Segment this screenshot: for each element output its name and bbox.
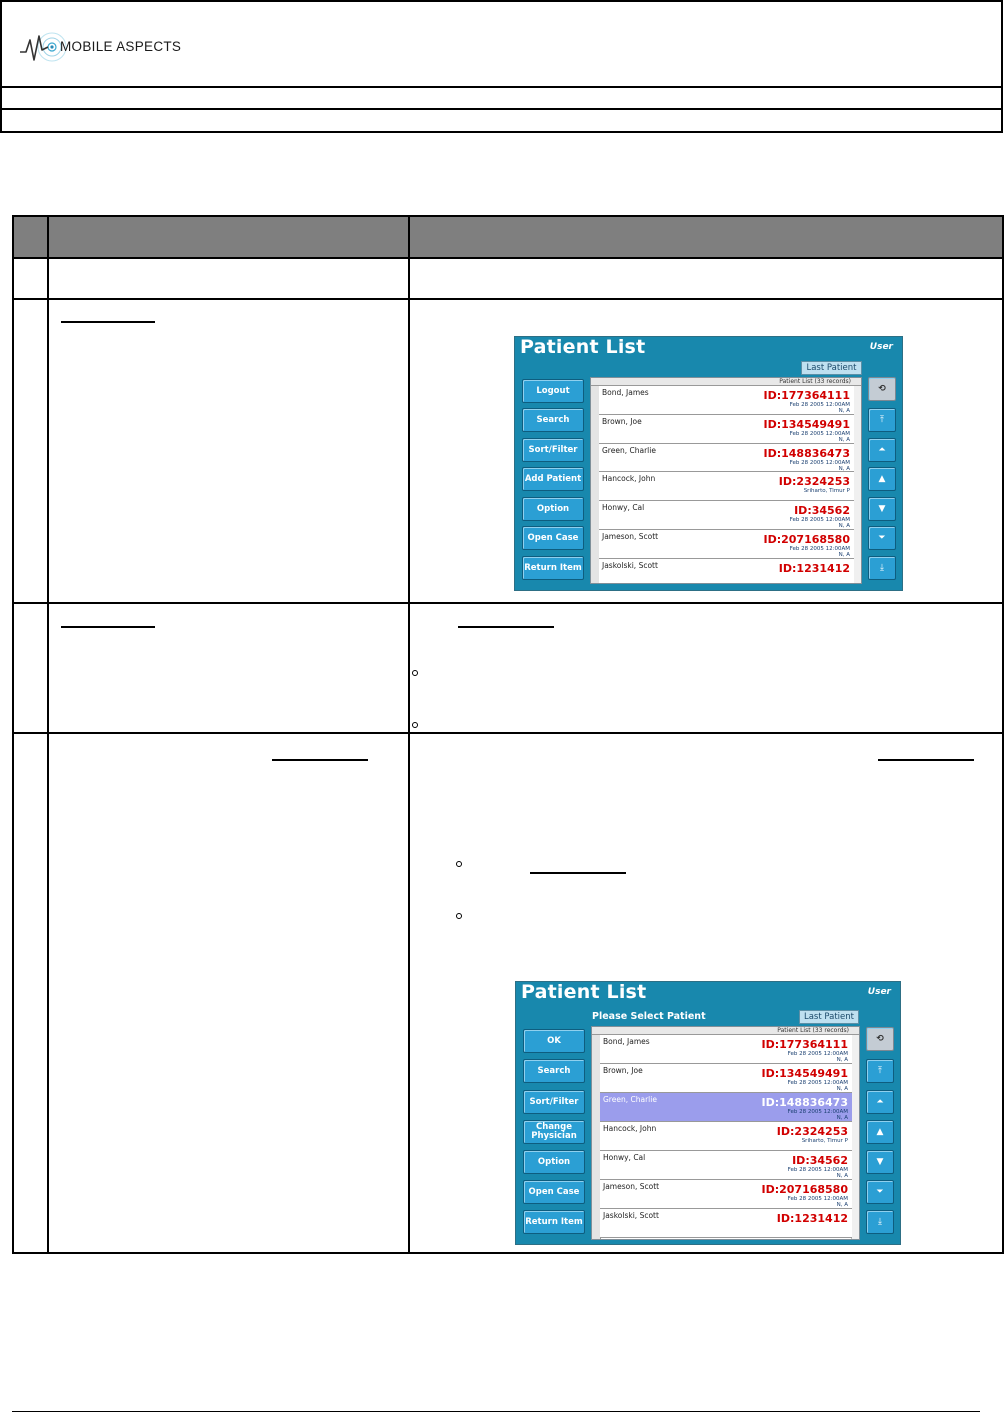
underlined-term bbox=[272, 759, 368, 761]
down-icon: ▼ bbox=[878, 504, 886, 514]
up-icon: ▲ bbox=[878, 474, 886, 484]
header-row-2 bbox=[2, 88, 1001, 110]
patient-row[interactable] bbox=[600, 1064, 852, 1093]
first-page-icon: ⤒ bbox=[880, 415, 884, 425]
up-button[interactable] bbox=[866, 1120, 894, 1144]
patient-physician: Sriharto, Timur P bbox=[801, 1138, 848, 1144]
underlined-term bbox=[458, 626, 554, 628]
patient-status: N, A bbox=[838, 408, 850, 414]
user-label: User bbox=[867, 987, 891, 997]
last-page-icon: ⤓ bbox=[880, 563, 884, 573]
ok-button[interactable]: OK bbox=[523, 1029, 585, 1053]
patient-id: ID:207168580 bbox=[761, 1183, 848, 1196]
add-patient-button[interactable]: Add Patient bbox=[522, 467, 584, 491]
patient-name: Jameson, Scott bbox=[602, 532, 659, 541]
patient-date: Feb 28 2005 12:00AM bbox=[787, 1109, 848, 1115]
patient-status: N, A bbox=[836, 1202, 848, 1208]
panel-title: Patient List bbox=[520, 336, 646, 358]
table-header bbox=[14, 217, 1002, 259]
panel-title: Patient List bbox=[521, 981, 647, 1003]
page-down-button[interactable] bbox=[866, 1180, 894, 1204]
patient-physician: Sriharto, Timur P bbox=[803, 488, 850, 495]
option-button[interactable]: Option bbox=[522, 497, 584, 521]
patient-name: Brown, Joe bbox=[602, 416, 642, 426]
patient-list-screenshot-2 bbox=[515, 981, 901, 1245]
patient-date: Feb 28 2005 12:00AM bbox=[787, 1051, 848, 1057]
footer-rule bbox=[12, 1411, 980, 1412]
patient-id: ID:2324253 bbox=[778, 475, 850, 489]
bullet-point bbox=[456, 913, 462, 919]
patient-id: ID:207168580 bbox=[763, 533, 850, 546]
patient-date: Feb 28 2005 12:00AM bbox=[787, 1196, 848, 1202]
bullet-point bbox=[412, 670, 418, 676]
logout-button[interactable]: Logout bbox=[522, 379, 584, 403]
refresh-button[interactable] bbox=[866, 1027, 894, 1051]
first-page-button[interactable] bbox=[868, 408, 896, 432]
patient-name: Bond, James bbox=[603, 1037, 650, 1046]
refresh-icon: ⟲ bbox=[878, 384, 886, 394]
document-header bbox=[0, 0, 1003, 133]
patient-status: N, A bbox=[838, 552, 850, 558]
patient-row[interactable] bbox=[599, 472, 854, 501]
patient-name: Green, Charlie bbox=[602, 445, 656, 455]
patient-list[interactable] bbox=[590, 377, 862, 584]
patient-list[interactable] bbox=[591, 1026, 860, 1240]
sort-filter-button[interactable]: Sort/Filter bbox=[523, 1090, 585, 1114]
user-label: User bbox=[869, 342, 893, 352]
last-page-icon: ⤓ bbox=[878, 1217, 882, 1227]
patient-name: Jameson, Scott bbox=[603, 1182, 660, 1191]
patient-name: Honwy, Cal bbox=[602, 503, 645, 513]
patient-id: ID:1231412 bbox=[778, 561, 850, 575]
column-divider-1 bbox=[47, 217, 49, 1252]
patient-id: ID:177364111 bbox=[761, 1038, 848, 1051]
underlined-term bbox=[530, 872, 626, 874]
down-icon: ▼ bbox=[876, 1157, 884, 1167]
patient-id: ID:177364111 bbox=[763, 389, 850, 402]
patient-status: N, A bbox=[838, 523, 850, 530]
patient-row[interactable] bbox=[600, 1180, 852, 1209]
underlined-term bbox=[61, 626, 155, 628]
header-logo-row bbox=[2, 2, 1001, 88]
bullet-point bbox=[456, 861, 462, 867]
panel-subtitle: Please Select Patient bbox=[592, 1011, 706, 1022]
patient-status: N, A bbox=[838, 465, 850, 472]
page-up-button[interactable] bbox=[866, 1090, 894, 1114]
patient-row[interactable] bbox=[599, 444, 854, 473]
patient-id: ID:134549491 bbox=[763, 417, 850, 431]
up-button[interactable] bbox=[868, 467, 896, 491]
patient-name: Jaskolski, Scott bbox=[603, 1211, 659, 1220]
last-page-button[interactable] bbox=[866, 1210, 894, 1234]
patient-row[interactable] bbox=[599, 559, 854, 584]
patient-row[interactable] bbox=[600, 1093, 852, 1122]
patient-id: ID:2324253 bbox=[776, 1125, 848, 1138]
refresh-button[interactable] bbox=[868, 377, 896, 401]
patient-id: ID:34562 bbox=[794, 504, 850, 518]
patient-status: N, A bbox=[836, 1086, 848, 1092]
first-page-icon: ⤒ bbox=[878, 1066, 882, 1076]
patient-date: Feb 28 2005 12:00AM bbox=[789, 517, 850, 524]
patient-row[interactable] bbox=[600, 1122, 852, 1151]
patient-id: ID:148836473 bbox=[763, 446, 850, 460]
first-page-button[interactable] bbox=[866, 1059, 894, 1083]
patient-row[interactable] bbox=[599, 415, 854, 444]
patient-row[interactable] bbox=[600, 1035, 852, 1064]
row-divider-1 bbox=[14, 298, 1002, 300]
patient-name: Brown, Joe bbox=[603, 1066, 643, 1075]
underlined-term bbox=[61, 321, 155, 323]
patient-date: Feb 28 2005 12:00AM bbox=[789, 402, 850, 408]
last-page-button[interactable] bbox=[868, 556, 896, 580]
list-header: Patient List (33 records) bbox=[591, 378, 861, 386]
page-down-button[interactable] bbox=[868, 526, 896, 550]
down-button[interactable] bbox=[866, 1150, 894, 1174]
down-button[interactable] bbox=[868, 497, 896, 521]
patient-date: Feb 28 2005 12:00AM bbox=[789, 430, 850, 437]
list-scrollbar[interactable] bbox=[851, 1035, 859, 1239]
patient-row[interactable] bbox=[600, 1151, 852, 1180]
patient-row[interactable] bbox=[599, 386, 854, 415]
patient-date: Feb 28 2005 12:00AM bbox=[787, 1167, 848, 1173]
bullet-point bbox=[412, 722, 418, 728]
page-down-icon: ⏷ bbox=[878, 533, 886, 543]
page-up-icon: ⏶ bbox=[876, 1097, 884, 1107]
sort-filter-button[interactable]: Sort/Filter bbox=[522, 438, 584, 462]
patient-row[interactable] bbox=[599, 530, 854, 559]
patient-date: Feb 28 2005 12:00AM bbox=[789, 459, 850, 466]
patient-id: ID:1231412 bbox=[776, 1212, 848, 1225]
patient-row[interactable] bbox=[599, 501, 854, 530]
list-header: Patient List (33 records) bbox=[592, 1027, 859, 1035]
last-patient-button[interactable]: Last Patient bbox=[799, 1010, 859, 1024]
option-button[interactable]: Option bbox=[523, 1150, 585, 1174]
refresh-icon: ⟲ bbox=[876, 1034, 884, 1044]
patient-id: ID:34562 bbox=[792, 1154, 848, 1167]
change-physician-button[interactable]: Change Physician bbox=[523, 1120, 585, 1144]
patient-name: Jaskolski, Scott bbox=[602, 560, 658, 570]
patient-name: Hancock, John bbox=[603, 1124, 657, 1133]
patient-date: Feb 28 2005 12:00AM bbox=[787, 1080, 848, 1086]
page-up-icon: ⏶ bbox=[878, 445, 886, 455]
row-divider-2 bbox=[14, 602, 1002, 604]
patient-id: ID:148836473 bbox=[761, 1096, 848, 1109]
open-case-button[interactable]: Open Case bbox=[523, 1180, 585, 1204]
patient-name: Hancock, John bbox=[602, 474, 656, 484]
patient-status: N, A bbox=[836, 1115, 848, 1121]
patient-name: Honwy, Cal bbox=[603, 1153, 646, 1162]
search-button[interactable]: Search bbox=[523, 1059, 585, 1083]
patient-status: N, A bbox=[836, 1173, 848, 1179]
list-scrollbar[interactable] bbox=[853, 386, 861, 583]
return-item-button[interactable]: Return Item bbox=[523, 1210, 585, 1234]
page-down-icon: ⏷ bbox=[876, 1187, 884, 1197]
patient-id: ID:134549491 bbox=[761, 1067, 848, 1080]
procedure-table bbox=[12, 215, 1004, 1254]
patient-name: Green, Charlie bbox=[603, 1095, 657, 1104]
column-divider-2 bbox=[408, 217, 410, 1252]
up-icon: ▲ bbox=[876, 1127, 884, 1137]
patient-status: N, A bbox=[838, 436, 850, 443]
row-divider-3 bbox=[14, 732, 1002, 734]
patient-status: N, A bbox=[836, 1057, 848, 1063]
open-case-button[interactable]: Open Case bbox=[522, 526, 584, 550]
page-up-button[interactable] bbox=[868, 438, 896, 462]
last-patient-button[interactable]: Last Patient bbox=[801, 361, 862, 375]
logo-text: MOBILE ASPECTS bbox=[60, 39, 182, 54]
search-button[interactable]: Search bbox=[522, 408, 584, 432]
patient-list-screenshot-1 bbox=[514, 336, 903, 591]
patient-row[interactable] bbox=[600, 1209, 852, 1238]
return-item-button[interactable]: Return Item bbox=[522, 556, 584, 580]
patient-date: Feb 28 2005 12:00AM bbox=[789, 546, 850, 552]
underlined-term bbox=[878, 759, 974, 761]
patient-name: Bond, James bbox=[602, 388, 649, 397]
